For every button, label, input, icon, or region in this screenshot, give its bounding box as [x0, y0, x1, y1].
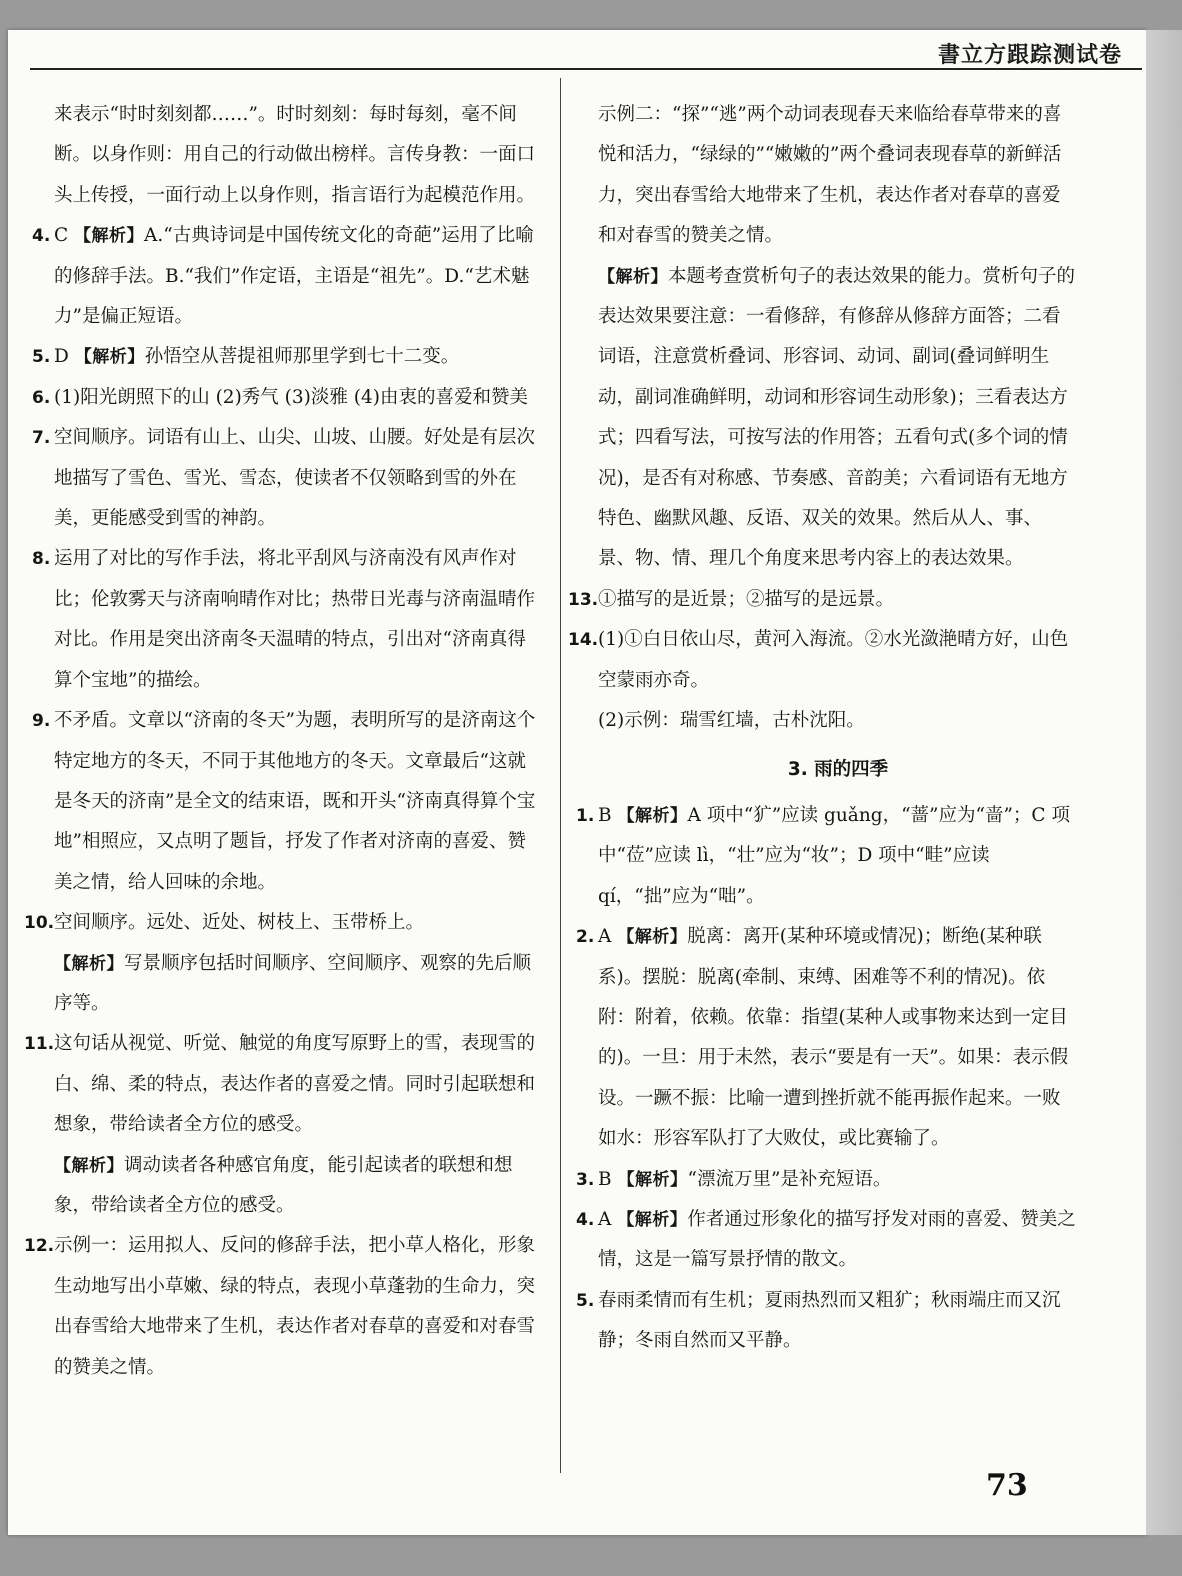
answer-item-14	[568, 620, 1078, 701]
answer-item-9	[32, 701, 544, 903]
item-text: (1)阳光朗照下的山 (2)秀气 (3)淡雅 (4)由衷的喜爱和赞美	[54, 386, 528, 408]
item-number: 12.	[24, 1236, 55, 1257]
page-header-title: 書立方跟踪测试卷	[937, 43, 1122, 68]
answer-choice: B	[598, 1168, 612, 1190]
answer-choice: B	[598, 804, 612, 826]
item-text: 示例一：运用拟人、反问的修辞手法，把小草人格化，形象生动地写出小草嫩、绿的特点，表现小草蓬勃的生命力，突出春雪给大地带来了生机，表达作者对春草的喜爱和对春雪的赞美之情。	[54, 1235, 536, 1378]
left-column	[24, 95, 544, 1388]
item-number: 5.	[32, 347, 51, 368]
analysis-paragraph-10	[54, 944, 544, 1025]
item-text: 春雨柔情而有生机；夏雨热烈而又粗犷；秋雨端庄而又沉静；冬雨自然而又平静。	[598, 1289, 1061, 1352]
item-number: 9.	[32, 711, 51, 732]
section-item-1	[576, 796, 1078, 917]
example-two-paragraph: 示例二：“探”“逃”两个动词表现春天来临给春草带来的喜悦和活力，“绿绿的”“嫩嫩的”两个叠词表现春草的新鲜活力，突出春雪给大地带来了生机，表达作者对春草的喜爱和对春雪的赞美之情。	[598, 104, 1062, 247]
answer-item-12	[24, 1226, 544, 1388]
item-text: 作者通过形象化的描写抒发对雨的喜爱、赞美之情，这是一篇写景抒情的散文。	[598, 1208, 1076, 1271]
item-number: 5.	[576, 1290, 595, 1311]
intro-paragraph: 来表示“时时刻刻都……”。时时刻刻：每时每刻，毫不间断。以身作则：用自己的行动做出榜样。言传身教：一面口头上传授，一面行动上以身作则，指言语行为起模范作用。	[54, 104, 536, 206]
analysis-paragraph-11	[54, 1146, 544, 1227]
item-text: ①描写的是近景；②描写的是远景。	[598, 588, 895, 610]
analysis-paragraph-12	[598, 257, 1078, 580]
item-text: 这句话从视觉、听觉、触觉的角度写原野上的雪，表现雪的白、绵、柔的特点，表达作者的喜爱之情。同时引起联想和想象，带给读者全方位的感受。	[54, 1033, 536, 1136]
item-text: (1)①白日依山尽，黄河入海流。②水光潋滟晴方好，山色空蒙雨亦奇。	[598, 629, 1069, 691]
item-text: 运用了对比的写作手法，将北平刮风与济南没有风声作对比；伦敦雾天与济南响晴作对比；热带日光毒与济南温晴作对比。作用是突出济南冬天温晴的特点，引出对“济南真得算个宝地”的描绘。	[54, 548, 536, 691]
answer-item-11	[24, 1024, 544, 1145]
item-text: 空间顺序。远处、近处、树枝上、玉带桥上。	[54, 912, 425, 934]
item-number: 13.	[568, 589, 599, 610]
analysis-text: 调动读者各种感官角度，能引起读者的联想和想象，带给读者全方位的感受。	[54, 1154, 513, 1216]
analysis-tag: 【解析】	[598, 266, 668, 287]
answer-choice: D	[54, 346, 69, 368]
analysis-tag: 【解析】	[54, 953, 124, 974]
section-item-4	[576, 1200, 1078, 1281]
analysis-tag: 【解析】	[617, 1209, 688, 1230]
answer-choice: C	[54, 225, 69, 247]
item-number: 10.	[24, 913, 55, 934]
section-item-5	[576, 1281, 1078, 1362]
answer-item-5	[32, 337, 544, 377]
item-text: A 项中“犷”应读 guǎng，“蔷”应为“啬”；C 项中“莅”应读 lì，“壮”应为“妆”；D 项中“畦”应读 qí，“拙”应为“咄”。	[598, 804, 1070, 907]
header-rule	[30, 68, 1142, 70]
item-number: 11.	[24, 1034, 55, 1055]
page-edge-shadow	[1146, 30, 1182, 1535]
item-number: 2.	[576, 927, 595, 948]
right-column	[568, 95, 1078, 1362]
section-title: 3. 雨的四季	[787, 758, 889, 780]
analysis-tag: 【解析】	[617, 1169, 688, 1190]
item-number: 1.	[576, 805, 595, 826]
answer-item-10	[24, 903, 544, 943]
analysis-text: 写景顺序包括时间顺序、空间顺序、观察的先后顺序等。	[54, 952, 532, 1014]
analysis-tag: 【解析】	[54, 1155, 124, 1176]
page-number: 73	[986, 1468, 1028, 1503]
answer-item-6	[32, 378, 544, 418]
analysis-tag: 【解析】	[74, 226, 145, 247]
answer-choice: A	[598, 926, 612, 948]
answer-item-14-part2: (2)示例：瑞雪红墙，古朴沈阳。	[598, 710, 865, 732]
analysis-tag: 【解析】	[617, 805, 688, 826]
item-number: 4.	[576, 1209, 595, 1230]
item-number: 4.	[32, 226, 51, 247]
item-number: 14.	[568, 630, 599, 651]
column-divider	[560, 78, 561, 1473]
answer-item-13	[568, 580, 1078, 620]
analysis-tag: 【解析】	[74, 347, 145, 368]
section-item-2	[576, 917, 1078, 1159]
item-text: 脱离：离开(某种环境或情况)；断绝(某种联系)。摆脱：脱离(牵制、束缚、困难等不利的情况)。依附：附着，依赖。依靠：指望(某种人或事物来达到一定目的)。一旦：用于未然，表示“要是有一天”。如果：表示假设。一蹶不振：比喻一遭到挫折就不能再振作起来。一败如水：形容军队打了大败仗，或比赛输了。	[598, 926, 1069, 1150]
item-number: 7.	[32, 428, 51, 449]
answer-choice: A	[598, 1208, 612, 1230]
answer-item-8	[32, 539, 544, 701]
analysis-tag: 【解析】	[617, 927, 688, 948]
item-text: A.“古典诗词是中国传统文化的奇葩”运用了比喻的修辞手法。B.“我们”作定语，主语是“祖先”。D.“艺术魅力”是偏正短语。	[54, 225, 534, 328]
item-text: 空间顺序。词语有山上、山尖、山坡、山腰。好处是有层次地描写了雪色、雪光、雪态，使读者不仅领略到雪的外在美，更能感受到雪的神韵。	[54, 427, 536, 530]
item-number: 6.	[32, 387, 51, 408]
item-number: 3.	[576, 1169, 595, 1190]
section-item-3	[576, 1160, 1078, 1200]
answer-item-7	[32, 418, 544, 539]
item-text: 不矛盾。文章以“济南的冬天”为题，表明所写的是济南这个特定地方的冬天，不同于其他地方的冬天。文章最后“这就是冬天的济南”是全文的结束语，既和开头“济南真得算个宝地”相照应，又点明了题旨，抒发了作者对济南的喜爱、赞美之情，给人回味的余地。	[54, 710, 536, 893]
item-number: 8.	[32, 549, 51, 570]
item-text: “漂流万里”是补充短语。	[687, 1168, 892, 1190]
analysis-text: 本题考查赏析句子的表达效果的能力。赏析句子的表达效果要注意：一看修辞，有修辞从修辞方面答；二看词语，注意赏析叠词、形容词、动词、副词(叠词鲜明生动，副词准确鲜明，动词和形容词生动形象)；三看表达方式；四看写法，可按写法的作用答；五看句式(多个词的情况)，是否有对称感、节奏感、音韵美；六看词语有无地方特色、幽默风趣、反语、双关的效果。然后从人、事、景、物、情、理几个角度来思考内容上的表达效果。	[598, 265, 1076, 570]
answer-item-4	[32, 216, 544, 337]
item-text: 孙悟空从菩提祖师那里学到七十二变。	[144, 346, 460, 368]
